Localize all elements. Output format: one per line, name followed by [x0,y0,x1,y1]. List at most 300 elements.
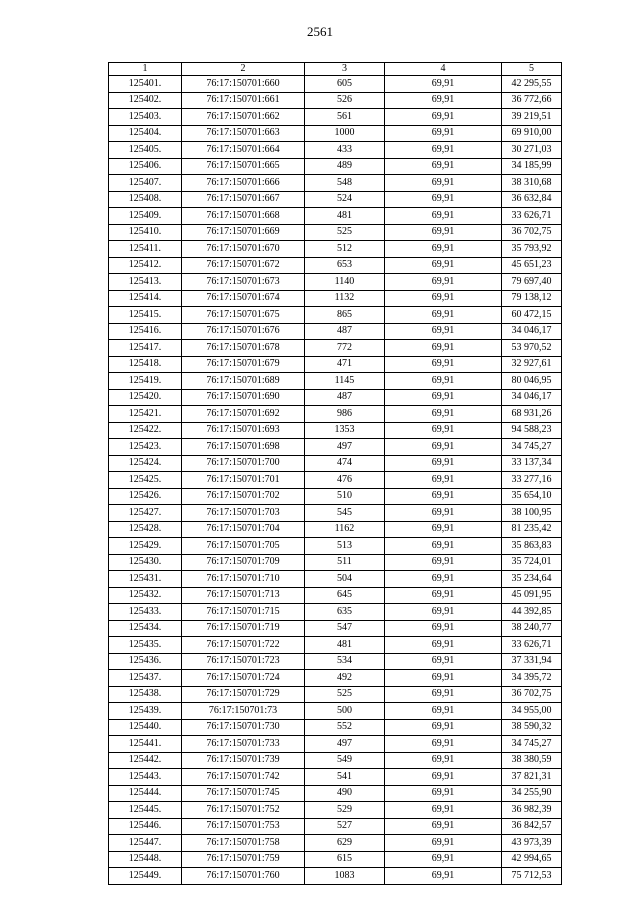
area-cell: 525 [305,686,385,703]
amount-cell: 35 234,64 [502,571,562,588]
table-row [109,505,562,522]
rate-cell: 69,91 [385,785,502,802]
cadastral-number-cell: 76:17:150701:701 [182,472,305,489]
amount-cell: 79 697,40 [502,274,562,291]
row-number-cell: 125445. [109,802,182,819]
rate-cell: 69,91 [385,736,502,753]
amount-cell: 34 395,72 [502,670,562,687]
area-cell: 772 [305,340,385,357]
cadastral-number-cell: 76:17:150701:713 [182,587,305,604]
rate-cell: 69,91 [385,208,502,225]
row-number-cell: 125417. [109,340,182,357]
table-row [109,851,562,868]
rate-cell: 69,91 [385,158,502,175]
rate-cell: 69,91 [385,719,502,736]
rate-cell: 69,91 [385,76,502,93]
row-number-cell: 125419. [109,373,182,390]
rate-cell: 69,91 [385,505,502,522]
area-cell: 635 [305,604,385,621]
area-cell: 474 [305,455,385,472]
row-number-cell: 125439. [109,703,182,720]
rate-cell: 69,91 [385,109,502,126]
table-row [109,785,562,802]
rate-cell: 69,91 [385,818,502,835]
row-number-cell: 125420. [109,389,182,406]
area-cell: 615 [305,851,385,868]
cadastral-number-cell: 76:17:150701:668 [182,208,305,225]
amount-cell: 37 821,31 [502,769,562,786]
amount-cell: 35 654,10 [502,488,562,505]
cadastral-number-cell: 76:17:150701:733 [182,736,305,753]
cadastral-number-cell: 76:17:150701:660 [182,76,305,93]
row-number-cell: 125438. [109,686,182,703]
row-number-cell: 125403. [109,109,182,126]
amount-cell: 60 472,15 [502,307,562,324]
rate-cell: 69,91 [385,604,502,621]
amount-cell: 45 091,95 [502,587,562,604]
cadastral-number-cell: 76:17:150701:745 [182,785,305,802]
row-number-cell: 125421. [109,406,182,423]
cadastral-number-cell: 76:17:150701:752 [182,802,305,819]
cadastral-number-cell: 76:17:150701:664 [182,142,305,159]
table-row [109,620,562,637]
rate-cell: 69,91 [385,92,502,109]
row-number-cell: 125418. [109,356,182,373]
cadastral-number-cell: 76:17:150701:705 [182,538,305,555]
area-cell: 490 [305,785,385,802]
amount-cell: 38 100,95 [502,505,562,522]
cadastral-number-cell: 76:17:150701:700 [182,455,305,472]
area-cell: 476 [305,472,385,489]
row-number-cell: 125415. [109,307,182,324]
table-row [109,241,562,258]
row-number-cell: 125428. [109,521,182,538]
cadastral-number-cell: 76:17:150701:729 [182,686,305,703]
area-cell: 481 [305,637,385,654]
area-cell: 487 [305,323,385,340]
table-row [109,604,562,621]
rate-cell: 69,91 [385,257,502,274]
table-row [109,274,562,291]
area-cell: 500 [305,703,385,720]
rate-cell: 69,91 [385,670,502,687]
table-row [109,538,562,555]
rate-cell: 69,91 [385,686,502,703]
area-cell: 1145 [305,373,385,390]
rate-cell: 69,91 [385,422,502,439]
area-cell: 561 [305,109,385,126]
table-row [109,703,562,720]
amount-cell: 34 745,27 [502,439,562,456]
rate-cell: 69,91 [385,620,502,637]
amount-cell: 33 277,16 [502,472,562,489]
rate-cell: 69,91 [385,307,502,324]
table-row [109,637,562,654]
amount-cell: 80 046,95 [502,373,562,390]
area-cell: 545 [305,505,385,522]
column-header-3: 3 [305,63,385,76]
table-row [109,257,562,274]
area-cell: 481 [305,208,385,225]
rate-cell: 69,91 [385,571,502,588]
table-row [109,554,562,571]
area-cell: 504 [305,571,385,588]
row-number-cell: 125434. [109,620,182,637]
row-number-cell: 125430. [109,554,182,571]
amount-cell: 45 651,23 [502,257,562,274]
table-row [109,488,562,505]
table-row [109,686,562,703]
cadastral-number-cell: 76:17:150701:661 [182,92,305,109]
table-row [109,224,562,241]
area-cell: 1353 [305,422,385,439]
row-number-cell: 125408. [109,191,182,208]
row-number-cell: 125442. [109,752,182,769]
area-cell: 487 [305,389,385,406]
rate-cell: 69,91 [385,356,502,373]
table-row [109,125,562,142]
table-row [109,802,562,819]
cadastral-number-cell: 76:17:150701:73 [182,703,305,720]
rate-cell: 69,91 [385,323,502,340]
table-row [109,142,562,159]
amount-cell: 36 982,39 [502,802,562,819]
area-cell: 534 [305,653,385,670]
amount-cell: 34 255,90 [502,785,562,802]
row-number-cell: 125436. [109,653,182,670]
area-cell: 1000 [305,125,385,142]
amount-cell: 94 588,23 [502,422,562,439]
table-row [109,290,562,307]
table-row [109,76,562,93]
cadastral-number-cell: 76:17:150701:710 [182,571,305,588]
table-body [109,76,562,885]
row-number-cell: 125411. [109,241,182,258]
area-cell: 511 [305,554,385,571]
amount-cell: 36 702,75 [502,686,562,703]
table-row [109,818,562,835]
row-number-cell: 125432. [109,587,182,604]
rate-cell: 69,91 [385,472,502,489]
rate-cell: 69,91 [385,521,502,538]
area-cell: 471 [305,356,385,373]
rate-cell: 69,91 [385,488,502,505]
rate-cell: 69,91 [385,769,502,786]
row-number-cell: 125448. [109,851,182,868]
row-number-cell: 125405. [109,142,182,159]
area-cell: 547 [305,620,385,637]
row-number-cell: 125435. [109,637,182,654]
cadastral-number-cell: 76:17:150701:674 [182,290,305,307]
rate-cell: 69,91 [385,455,502,472]
table-row [109,752,562,769]
cadastral-number-cell: 76:17:150701:662 [182,109,305,126]
table-row [109,406,562,423]
row-number-cell: 125406. [109,158,182,175]
row-number-cell: 125407. [109,175,182,192]
row-number-cell: 125443. [109,769,182,786]
data-table [108,62,562,885]
cadastral-number-cell: 76:17:150701:709 [182,554,305,571]
table-row [109,191,562,208]
row-number-cell: 125422. [109,422,182,439]
cadastral-number-cell: 76:17:150701:702 [182,488,305,505]
amount-cell: 81 235,42 [502,521,562,538]
row-number-cell: 125431. [109,571,182,588]
rate-cell: 69,91 [385,554,502,571]
table-row [109,587,562,604]
amount-cell: 38 310,68 [502,175,562,192]
table-row [109,868,562,885]
area-cell: 549 [305,752,385,769]
amount-cell: 34 955,00 [502,703,562,720]
area-cell: 510 [305,488,385,505]
row-number-cell: 125423. [109,439,182,456]
table-row [109,439,562,456]
cadastral-number-cell: 76:17:150701:760 [182,868,305,885]
row-number-cell: 125413. [109,274,182,291]
area-cell: 653 [305,257,385,274]
cadastral-number-cell: 76:17:150701:703 [182,505,305,522]
table-row [109,571,562,588]
area-cell: 512 [305,241,385,258]
table-row [109,307,562,324]
rate-cell: 69,91 [385,340,502,357]
cadastral-number-cell: 76:17:150701:730 [182,719,305,736]
cadastral-number-cell: 76:17:150701:672 [182,257,305,274]
rate-cell: 69,91 [385,868,502,885]
row-number-cell: 125401. [109,76,182,93]
table-row [109,175,562,192]
row-number-cell: 125412. [109,257,182,274]
table-row [109,835,562,852]
amount-cell: 43 973,39 [502,835,562,852]
column-header-1: 1 [109,63,182,76]
amount-cell: 36 842,57 [502,818,562,835]
amount-cell: 42 295,55 [502,76,562,93]
area-cell: 433 [305,142,385,159]
cadastral-number-cell: 76:17:150701:676 [182,323,305,340]
area-cell: 497 [305,736,385,753]
cadastral-number-cell: 76:17:150701:666 [182,175,305,192]
amount-cell: 35 724,01 [502,554,562,571]
column-header-2: 2 [182,63,305,76]
cadastral-number-cell: 76:17:150701:742 [182,769,305,786]
table-row [109,109,562,126]
table-row [109,356,562,373]
cadastral-number-cell: 76:17:150701:739 [182,752,305,769]
column-header-4: 4 [385,63,502,76]
table-row [109,373,562,390]
cadastral-number-cell: 76:17:150701:670 [182,241,305,258]
row-number-cell: 125424. [109,455,182,472]
area-cell: 605 [305,76,385,93]
amount-cell: 37 331,94 [502,653,562,670]
amount-cell: 36 702,75 [502,224,562,241]
area-cell: 526 [305,92,385,109]
amount-cell: 36 632,84 [502,191,562,208]
cadastral-number-cell: 76:17:150701:698 [182,439,305,456]
row-number-cell: 125447. [109,835,182,852]
row-number-cell: 125414. [109,290,182,307]
amount-cell: 39 219,51 [502,109,562,126]
row-number-cell: 125416. [109,323,182,340]
cadastral-number-cell: 76:17:150701:692 [182,406,305,423]
area-cell: 492 [305,670,385,687]
table-row [109,472,562,489]
rate-cell: 69,91 [385,439,502,456]
column-header-5: 5 [502,63,562,76]
rate-cell: 69,91 [385,125,502,142]
row-number-cell: 125425. [109,472,182,489]
amount-cell: 36 772,66 [502,92,562,109]
row-number-cell: 125446. [109,818,182,835]
table-row [109,158,562,175]
amount-cell: 35 793,92 [502,241,562,258]
amount-cell: 75 712,53 [502,868,562,885]
row-number-cell: 125449. [109,868,182,885]
rate-cell: 69,91 [385,752,502,769]
area-cell: 1132 [305,290,385,307]
table-row [109,736,562,753]
area-cell: 524 [305,191,385,208]
area-cell: 541 [305,769,385,786]
rate-cell: 69,91 [385,538,502,555]
cadastral-number-cell: 76:17:150701:715 [182,604,305,621]
row-number-cell: 125402. [109,92,182,109]
rate-cell: 69,91 [385,802,502,819]
rate-cell: 69,91 [385,653,502,670]
row-number-cell: 125404. [109,125,182,142]
table-row [109,455,562,472]
area-cell: 1162 [305,521,385,538]
rate-cell: 69,91 [385,224,502,241]
table-row [109,323,562,340]
cadastral-number-cell: 76:17:150701:679 [182,356,305,373]
rate-cell: 69,91 [385,851,502,868]
amount-cell: 44 392,85 [502,604,562,621]
cadastral-number-cell: 76:17:150701:669 [182,224,305,241]
amount-cell: 38 590,32 [502,719,562,736]
row-number-cell: 125440. [109,719,182,736]
cadastral-number-cell: 76:17:150701:723 [182,653,305,670]
row-number-cell: 125429. [109,538,182,555]
amount-cell: 79 138,12 [502,290,562,307]
amount-cell: 69 910,00 [502,125,562,142]
row-number-cell: 125427. [109,505,182,522]
amount-cell: 42 994,65 [502,851,562,868]
cadastral-number-cell: 76:17:150701:704 [182,521,305,538]
header-row [109,63,562,76]
amount-cell: 34 046,17 [502,323,562,340]
cadastral-number-cell: 76:17:150701:690 [182,389,305,406]
table-row [109,719,562,736]
amount-cell: 35 863,83 [502,538,562,555]
table-row [109,92,562,109]
area-cell: 548 [305,175,385,192]
area-cell: 865 [305,307,385,324]
table-row [109,340,562,357]
area-cell: 513 [305,538,385,555]
amount-cell: 38 380,59 [502,752,562,769]
area-cell: 645 [305,587,385,604]
area-cell: 629 [305,835,385,852]
amount-cell: 68 931,26 [502,406,562,423]
area-cell: 497 [305,439,385,456]
row-number-cell: 125437. [109,670,182,687]
rate-cell: 69,91 [385,389,502,406]
row-number-cell: 125410. [109,224,182,241]
area-cell: 525 [305,224,385,241]
table-row [109,208,562,225]
rate-cell: 69,91 [385,142,502,159]
table-row [109,521,562,538]
area-cell: 527 [305,818,385,835]
row-number-cell: 125441. [109,736,182,753]
area-cell: 1083 [305,868,385,885]
amount-cell: 34 046,17 [502,389,562,406]
amount-cell: 33 626,71 [502,208,562,225]
row-number-cell: 125444. [109,785,182,802]
amount-cell: 33 137,34 [502,455,562,472]
cadastral-number-cell: 76:17:150701:753 [182,818,305,835]
row-number-cell: 125409. [109,208,182,225]
rate-cell: 69,91 [385,637,502,654]
amount-cell: 34 745,27 [502,736,562,753]
cadastral-number-cell: 76:17:150701:724 [182,670,305,687]
rate-cell: 69,91 [385,835,502,852]
rate-cell: 69,91 [385,373,502,390]
amount-cell: 53 970,52 [502,340,562,357]
cadastral-number-cell: 76:17:150701:667 [182,191,305,208]
amount-cell: 34 185,99 [502,158,562,175]
rate-cell: 69,91 [385,241,502,258]
cadastral-number-cell: 76:17:150701:675 [182,307,305,324]
table-row [109,653,562,670]
rate-cell: 69,91 [385,175,502,192]
row-number-cell: 125426. [109,488,182,505]
area-cell: 1140 [305,274,385,291]
cadastral-number-cell: 76:17:150701:719 [182,620,305,637]
table-row [109,389,562,406]
rate-cell: 69,91 [385,406,502,423]
area-cell: 552 [305,719,385,736]
cadastral-number-cell: 76:17:150701:665 [182,158,305,175]
cadastral-number-cell: 76:17:150701:722 [182,637,305,654]
table-row [109,769,562,786]
table-row [109,670,562,687]
rate-cell: 69,91 [385,587,502,604]
cadastral-number-cell: 76:17:150701:758 [182,835,305,852]
amount-cell: 33 626,71 [502,637,562,654]
area-cell: 986 [305,406,385,423]
rate-cell: 69,91 [385,703,502,720]
rate-cell: 69,91 [385,191,502,208]
amount-cell: 30 271,03 [502,142,562,159]
amount-cell: 38 240,77 [502,620,562,637]
cadastral-number-cell: 76:17:150701:678 [182,340,305,357]
page-number: 2561 [307,24,333,39]
cadastral-number-cell: 76:17:150701:673 [182,274,305,291]
cadastral-number-cell: 76:17:150701:759 [182,851,305,868]
area-cell: 529 [305,802,385,819]
rate-cell: 69,91 [385,290,502,307]
cadastral-number-cell: 76:17:150701:663 [182,125,305,142]
cadastral-number-cell: 76:17:150701:689 [182,373,305,390]
row-number-cell: 125433. [109,604,182,621]
amount-cell: 32 927,61 [502,356,562,373]
cadastral-number-cell: 76:17:150701:693 [182,422,305,439]
